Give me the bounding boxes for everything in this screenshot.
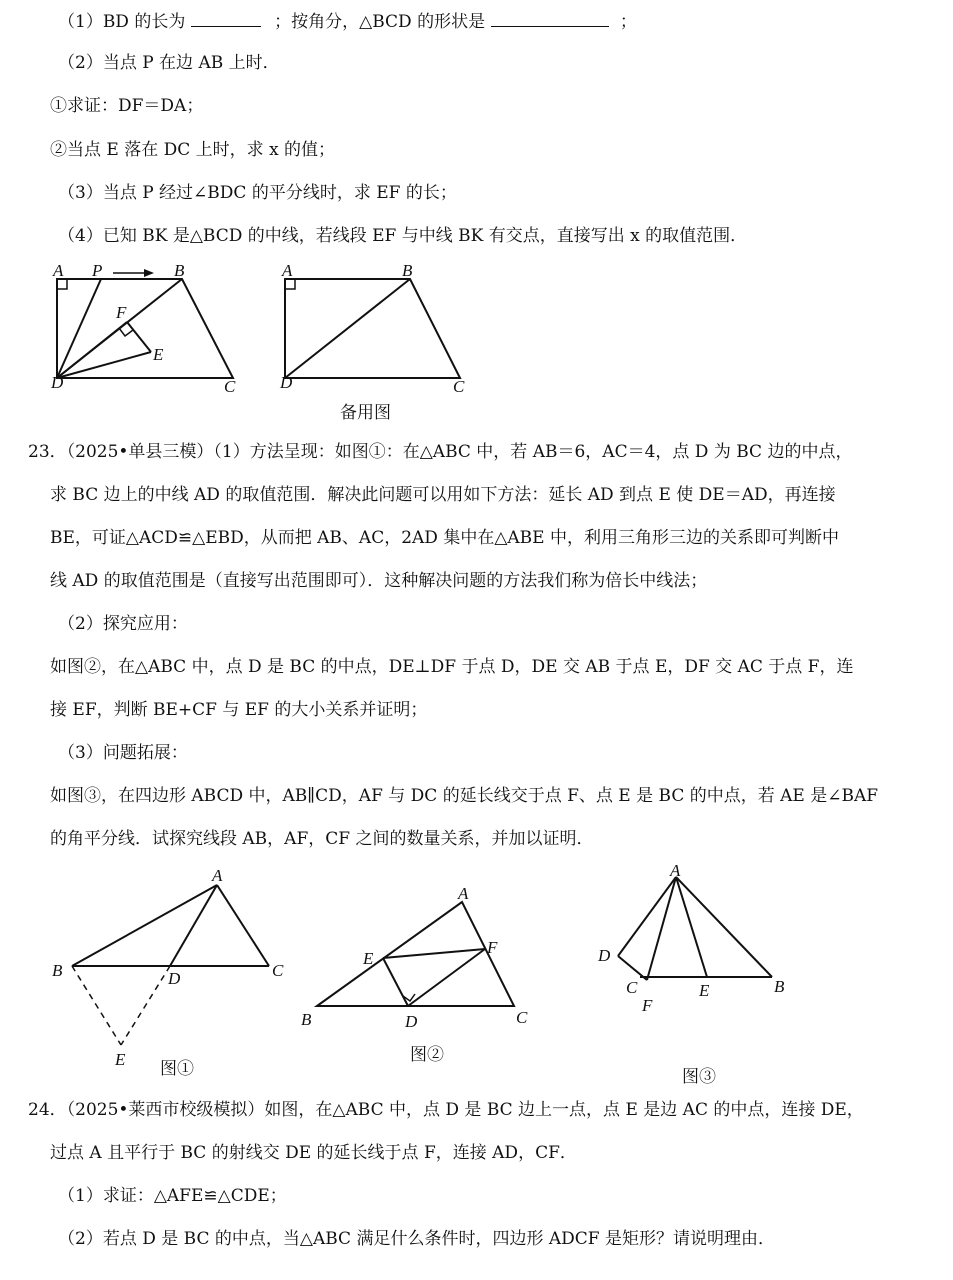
figure-1-caption: 图① [160, 1059, 194, 1079]
label-c: C [516, 1008, 528, 1027]
segment-db-spare [285, 279, 410, 378]
label-d: D [51, 373, 64, 392]
segment-ac [217, 885, 269, 966]
label-p: P [92, 261, 103, 280]
q24-line-2: 过点 A 且平行于 BC 的射线交 DE 的延长线于点 F，连接 AD，CF． [50, 1143, 577, 1163]
label-d: D [598, 946, 611, 965]
label-e: E [115, 1050, 126, 1069]
label-c: C [272, 961, 284, 980]
label-a: A [212, 866, 223, 885]
label-c: C [224, 377, 236, 396]
q23-part2-title: （2）探究应用： [58, 614, 188, 634]
q23-figure-2 [295, 885, 555, 1045]
figure-2-caption: 图② [410, 1045, 444, 1065]
q22-part2: （2）当点 P 在边 AB 上时． [58, 53, 280, 73]
segment-ad [618, 877, 676, 956]
q23-part2-line-1: 如图②，在△ABC 中，点 D 是 BC 的中点，DE⊥DF 于点 D，DE 交 AB 于点 E，DF 交 AC 于点 F，连 [50, 657, 854, 677]
label-a: A [282, 261, 293, 280]
q23-line-3: BE，可证△ACD≌△EBD，从而把 AB、AC，2AD 集中在△ABE 中，利用三角形三边的关系即可判断中 [50, 528, 839, 548]
label-d: D [280, 373, 293, 392]
q22-part1-text-c: ； [619, 12, 637, 32]
dashed-segment-de [121, 966, 170, 1045]
label-f: F [487, 938, 498, 957]
segment-ed [383, 958, 408, 1006]
segment-af [647, 877, 676, 980]
q22-part4: （4）已知 BK 是△BCD 的中线，若线段 EF 与中线 BK 有交点，直接写出 x 的取值范围． [58, 226, 748, 246]
q23-figure-1 [50, 865, 310, 1075]
q22-part2-2: ②当点 E 落在 DC 上时，求 x 的值； [50, 140, 336, 160]
label-a: A [670, 861, 681, 880]
segment-dp [57, 279, 101, 378]
trapezoid-abcd-spare [285, 279, 460, 378]
label-b: B [174, 261, 185, 280]
segment-ef [383, 949, 485, 958]
label-e: E [153, 345, 164, 364]
label-a: A [458, 884, 469, 903]
q24-part1: （1）求证：△AFE≌△CDE； [58, 1186, 287, 1206]
q23-line-4: 线 AD 的取值范围是（直接写出范围即可）．这种解决问题的方法我们称为倍长中线法； [50, 571, 708, 591]
label-b: B [402, 261, 413, 280]
right-angle-mark-a [57, 279, 67, 289]
q22-figure-spare [268, 262, 488, 402]
q22-answer-blank-bd[interactable] [191, 10, 261, 27]
segment-de [57, 352, 151, 378]
q24-part2: （2）若点 D 是 BC 的中点，当△ABC 满足什么条件时，四边形 ADCF 是矩形？请说明理由． [58, 1229, 775, 1249]
q23-line-2: 求 BC 边上的中线 AD 的取值范围．解决此问题可以用如下方法：延长 AD 到点 E 使 DE＝AD，再连接 [50, 485, 836, 505]
trapezoid-abcd-shape [57, 279, 233, 378]
label-e: E [699, 981, 710, 1000]
q22-part3: （3）当点 P 经过∠BDC 的平分线时，求 EF 的长； [58, 183, 457, 203]
q23-figure-3 [590, 860, 820, 1030]
label-b: B [301, 1010, 312, 1029]
triangle-abc [317, 902, 514, 1006]
label-b: B [774, 977, 785, 996]
q23-part2-line-2: 接 EF，判断 BE+CF 与 EF 的大小关系并证明； [50, 700, 428, 720]
segment-ba [72, 885, 217, 966]
label-a: A [53, 261, 64, 280]
label-b: B [52, 961, 63, 980]
segment-fe [127, 322, 151, 352]
right-angle-mark-a-spare [285, 279, 295, 289]
spare-figure-caption: 备用图 [340, 403, 391, 423]
label-f: F [642, 996, 653, 1015]
q22-figure-main [40, 262, 300, 402]
figure-3-caption: 图③ [682, 1067, 716, 1087]
q23-part3-line-2: 的角平分线．试探究线段 AB，AF，CF 之间的数量关系，并加以证明． [50, 829, 594, 849]
segment-ab [676, 877, 772, 977]
label-c: C [453, 377, 465, 396]
dashed-segment-be [72, 966, 121, 1045]
q22-answer-blank-shape[interactable] [491, 10, 609, 27]
label-c: C [626, 978, 638, 997]
label-e: E [363, 949, 374, 968]
segment-df [408, 949, 485, 1006]
q24-line-1: 24．（2025•莱西市校级模拟）如图，在△ABC 中，点 D 是 BC 边上一点，点 E 是边 AC 的中点，连接 DE， [28, 1100, 864, 1120]
q23-line-1: 23．（2025•单县三模）（1）方法呈现：如图①：在△ABC 中，若 AB＝6，AC＝4，点 D 为 BC 边的中点， [28, 442, 853, 462]
arrow-right-icon [144, 269, 154, 277]
q22-part2-1: ①求证：DF＝DA； [50, 96, 204, 116]
right-angle-mark-f [119, 328, 133, 336]
q22-part1-text-b: ；按角分，△BCD 的形状是 [274, 12, 486, 32]
q23-part3-line-1: 如图③，在四边形 ABCD 中，AB∥CD，AF 与 DC 的延长线交于点 F、点 E 是 BC 的中点，若 AE 是∠BAF [50, 786, 879, 806]
label-d: D [405, 1012, 418, 1031]
label-f: F [116, 303, 127, 322]
q23-part3-title: （3）问题拓展： [58, 743, 188, 763]
label-d: D [168, 969, 181, 988]
q22-part1 [58, 10, 637, 33]
segment-df [57, 322, 127, 378]
q22-part1-text-a: （1）BD 的长为 [58, 12, 186, 32]
